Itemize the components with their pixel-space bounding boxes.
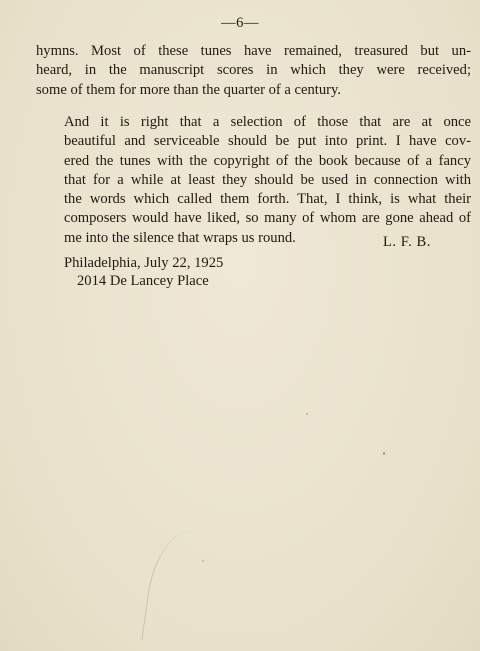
- text-line: the words which called them forth. That, I think, is what their: [64, 191, 471, 208]
- text-line: me into the silence that wraps us round.: [64, 229, 296, 246]
- text-line: some of them for more than the quarter of a century.: [36, 81, 342, 98]
- dateline: Philadelphia, July 22, 1925: [64, 255, 224, 271]
- text-line: heard, in the manuscript scores in which they were received;: [36, 62, 471, 79]
- author-initials: L. F. B.: [383, 234, 431, 250]
- text-line: that for a while at least they should be used in connection with: [64, 171, 471, 188]
- text-line: composers would have liked, so many of whom are gone ahead of: [64, 210, 471, 227]
- page-number: —6—: [221, 15, 259, 31]
- paragraph-2: [36, 113, 471, 248]
- text-line: hymns. Most of these tunes have remained, treasured but un-: [36, 43, 471, 59]
- text-line: And it is right that a selection of those that are at once: [64, 114, 471, 130]
- paper-crease: [141, 526, 217, 648]
- paper-speck: [383, 452, 385, 455]
- paper-speck: [306, 413, 308, 415]
- address: 2014 De Lancey Place: [77, 273, 209, 289]
- paragraph-1: [36, 42, 471, 100]
- text-line: beautiful and serviceable should be put into print. I have cov-: [64, 133, 471, 150]
- text-line: ered the tunes with the copyright of the book because of a fancy: [64, 152, 471, 169]
